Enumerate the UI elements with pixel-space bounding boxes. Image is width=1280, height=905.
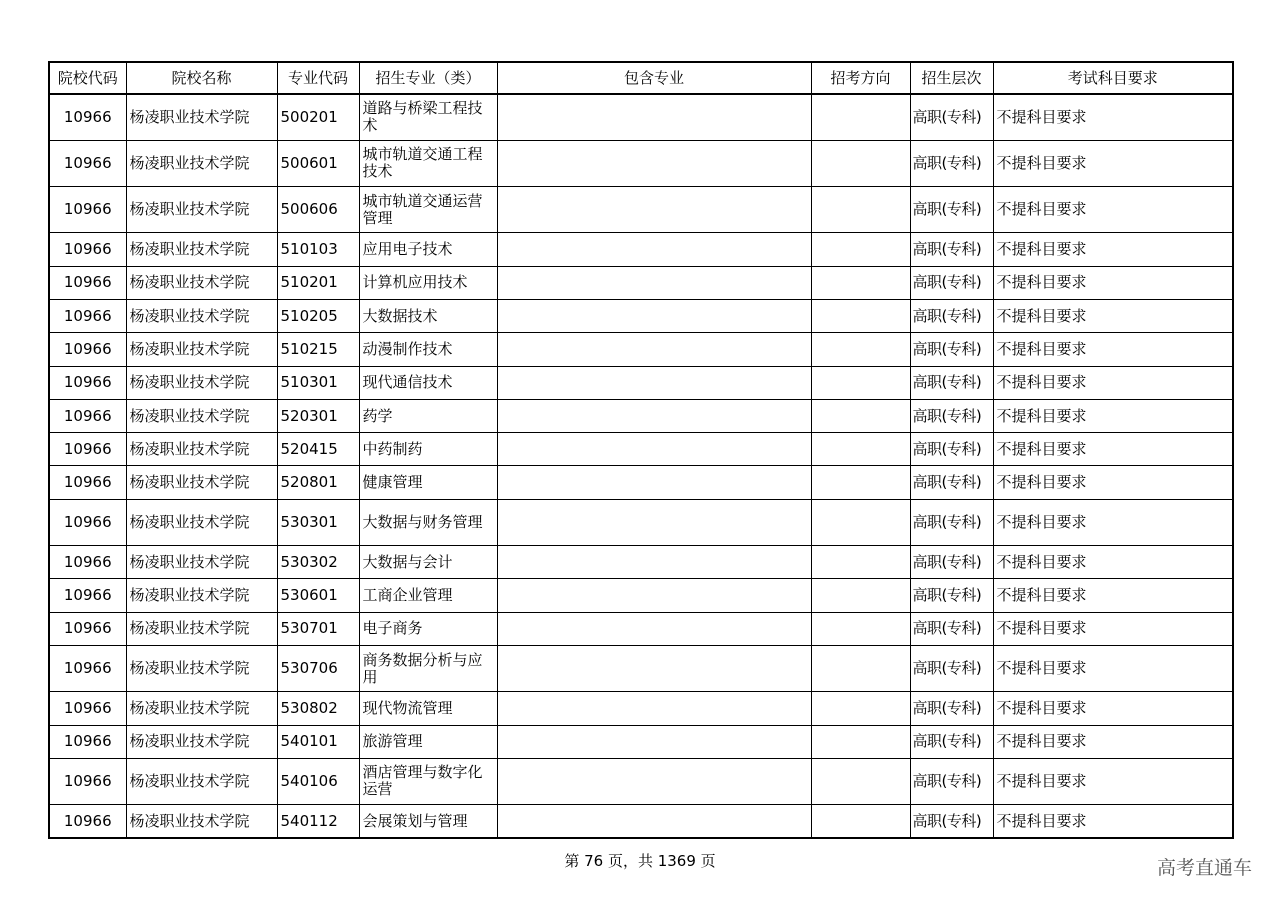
table-row — [49, 692, 1233, 725]
school-name-cell: 杨凌职业技术学院 — [126, 612, 277, 645]
requirement-cell: 不提科目要求 — [993, 433, 1233, 466]
requirement-cell: 不提科目要求 — [993, 94, 1233, 140]
school-code-cell: 10966 — [49, 645, 126, 691]
header-school-name: 院校名称 — [126, 62, 277, 94]
level-cell: 高职(专科) — [910, 805, 993, 838]
direction-cell — [811, 612, 910, 645]
major-cell: 电子商务 — [359, 612, 497, 645]
major-code-cell: 530802 — [277, 692, 359, 725]
major-code-cell: 520301 — [277, 399, 359, 432]
school-code-cell: 10966 — [49, 758, 126, 804]
direction-cell — [811, 645, 910, 691]
direction-cell — [811, 94, 910, 140]
included-majors-cell — [497, 233, 811, 266]
school-name-cell: 杨凌职业技术学院 — [126, 140, 277, 186]
school-name-cell: 杨凌职业技术学院 — [126, 499, 277, 545]
table-body — [49, 94, 1233, 838]
level-cell: 高职(专科) — [910, 758, 993, 804]
school-name-cell: 杨凌职业技术学院 — [126, 546, 277, 579]
included-majors-cell — [497, 333, 811, 366]
header-level: 招生层次 — [910, 62, 993, 94]
level-cell: 高职(专科) — [910, 433, 993, 466]
direction-cell — [811, 805, 910, 838]
level-cell: 高职(专科) — [910, 466, 993, 499]
major-code-cell: 530601 — [277, 579, 359, 612]
level-cell: 高职(专科) — [910, 612, 993, 645]
direction-cell — [811, 140, 910, 186]
major-cell: 城市轨道交通工程技术 — [359, 140, 497, 186]
header-included-majors: 包含专业 — [497, 62, 811, 94]
requirement-cell: 不提科目要求 — [993, 399, 1233, 432]
direction-cell — [811, 187, 910, 233]
included-majors-cell — [497, 499, 811, 545]
admission-table — [48, 61, 1234, 839]
direction-cell — [811, 399, 910, 432]
level-cell: 高职(专科) — [910, 692, 993, 725]
major-code-cell: 510205 — [277, 299, 359, 332]
level-cell: 高职(专科) — [910, 94, 993, 140]
direction-cell — [811, 466, 910, 499]
direction-cell — [811, 433, 910, 466]
header-requirement: 考试科目要求 — [993, 62, 1233, 94]
school-code-cell: 10966 — [49, 579, 126, 612]
major-cell: 大数据与会计 — [359, 546, 497, 579]
level-cell: 高职(专科) — [910, 725, 993, 758]
school-name-cell: 杨凌职业技术学院 — [126, 466, 277, 499]
requirement-cell: 不提科目要求 — [993, 187, 1233, 233]
direction-cell — [811, 579, 910, 612]
table-row — [49, 499, 1233, 545]
level-cell: 高职(专科) — [910, 579, 993, 612]
page-number: 第 76 页，共 1369 页 — [564, 852, 716, 870]
school-code-cell: 10966 — [49, 366, 126, 399]
school-code-cell: 10966 — [49, 266, 126, 299]
major-cell: 现代物流管理 — [359, 692, 497, 725]
direction-cell — [811, 333, 910, 366]
major-cell: 药学 — [359, 399, 497, 432]
major-code-cell: 530706 — [277, 645, 359, 691]
major-code-cell: 500606 — [277, 187, 359, 233]
table-row — [49, 612, 1233, 645]
major-code-cell: 540106 — [277, 758, 359, 804]
school-code-cell: 10966 — [49, 299, 126, 332]
table-row — [49, 187, 1233, 233]
requirement-cell: 不提科目要求 — [993, 466, 1233, 499]
level-cell: 高职(专科) — [910, 399, 993, 432]
header-direction: 招考方向 — [811, 62, 910, 94]
included-majors-cell — [497, 399, 811, 432]
school-code-cell: 10966 — [49, 233, 126, 266]
school-name-cell: 杨凌职业技术学院 — [126, 366, 277, 399]
included-majors-cell — [497, 805, 811, 838]
table-header-row — [49, 62, 1233, 94]
school-code-cell: 10966 — [49, 399, 126, 432]
level-cell: 高职(专科) — [910, 645, 993, 691]
major-cell: 酒店管理与数字化运营 — [359, 758, 497, 804]
level-cell: 高职(专科) — [910, 499, 993, 545]
direction-cell — [811, 299, 910, 332]
major-code-cell: 540101 — [277, 725, 359, 758]
direction-cell — [811, 499, 910, 545]
requirement-cell: 不提科目要求 — [993, 299, 1233, 332]
included-majors-cell — [497, 725, 811, 758]
direction-cell — [811, 546, 910, 579]
requirement-cell: 不提科目要求 — [993, 366, 1233, 399]
school-code-cell: 10966 — [49, 140, 126, 186]
included-majors-cell — [497, 140, 811, 186]
major-code-cell: 500201 — [277, 94, 359, 140]
included-majors-cell — [497, 94, 811, 140]
included-majors-cell — [497, 466, 811, 499]
school-name-cell: 杨凌职业技术学院 — [126, 94, 277, 140]
requirement-cell: 不提科目要求 — [993, 645, 1233, 691]
school-code-cell: 10966 — [49, 433, 126, 466]
major-code-cell: 530701 — [277, 612, 359, 645]
major-code-cell: 510301 — [277, 366, 359, 399]
school-code-cell: 10966 — [49, 546, 126, 579]
included-majors-cell — [497, 612, 811, 645]
requirement-cell: 不提科目要求 — [993, 233, 1233, 266]
school-name-cell: 杨凌职业技术学院 — [126, 645, 277, 691]
school-name-cell: 杨凌职业技术学院 — [126, 399, 277, 432]
major-code-cell: 530301 — [277, 499, 359, 545]
table-row — [49, 466, 1233, 499]
major-cell: 大数据技术 — [359, 299, 497, 332]
table-row — [49, 805, 1233, 838]
table-row — [49, 299, 1233, 332]
school-name-cell: 杨凌职业技术学院 — [126, 758, 277, 804]
major-code-cell: 510201 — [277, 266, 359, 299]
requirement-cell: 不提科目要求 — [993, 805, 1233, 838]
table-row — [49, 266, 1233, 299]
requirement-cell: 不提科目要求 — [993, 499, 1233, 545]
school-name-cell: 杨凌职业技术学院 — [126, 266, 277, 299]
table-row — [49, 399, 1233, 432]
requirement-cell: 不提科目要求 — [993, 692, 1233, 725]
major-code-cell: 510215 — [277, 333, 359, 366]
included-majors-cell — [497, 366, 811, 399]
major-cell: 会展策划与管理 — [359, 805, 497, 838]
major-cell: 商务数据分析与应用 — [359, 645, 497, 691]
school-code-cell: 10966 — [49, 94, 126, 140]
direction-cell — [811, 692, 910, 725]
requirement-cell: 不提科目要求 — [993, 579, 1233, 612]
requirement-cell: 不提科目要求 — [993, 612, 1233, 645]
level-cell: 高职(专科) — [910, 187, 993, 233]
level-cell: 高职(专科) — [910, 333, 993, 366]
table-row — [49, 645, 1233, 691]
school-name-cell: 杨凌职业技术学院 — [126, 299, 277, 332]
table-row — [49, 758, 1233, 804]
school-name-cell: 杨凌职业技术学院 — [126, 579, 277, 612]
school-name-cell: 杨凌职业技术学院 — [126, 433, 277, 466]
school-code-cell: 10966 — [49, 187, 126, 233]
table-row — [49, 233, 1233, 266]
major-cell: 工商企业管理 — [359, 579, 497, 612]
major-cell: 计算机应用技术 — [359, 266, 497, 299]
level-cell: 高职(专科) — [910, 299, 993, 332]
major-cell: 旅游管理 — [359, 725, 497, 758]
requirement-cell: 不提科目要求 — [993, 140, 1233, 186]
table-row — [49, 579, 1233, 612]
requirement-cell: 不提科目要求 — [993, 546, 1233, 579]
major-cell: 动漫制作技术 — [359, 333, 497, 366]
direction-cell — [811, 758, 910, 804]
school-code-cell: 10966 — [49, 692, 126, 725]
table-row — [49, 366, 1233, 399]
major-code-cell: 540112 — [277, 805, 359, 838]
school-name-cell: 杨凌职业技术学院 — [126, 187, 277, 233]
table-row — [49, 94, 1233, 140]
school-code-cell: 10966 — [49, 499, 126, 545]
table-row — [49, 725, 1233, 758]
included-majors-cell — [497, 433, 811, 466]
major-code-cell: 520801 — [277, 466, 359, 499]
table-row — [49, 546, 1233, 579]
major-code-cell: 500601 — [277, 140, 359, 186]
included-majors-cell — [497, 758, 811, 804]
included-majors-cell — [497, 187, 811, 233]
major-cell: 中药制药 — [359, 433, 497, 466]
included-majors-cell — [497, 546, 811, 579]
school-code-cell: 10966 — [49, 612, 126, 645]
level-cell: 高职(专科) — [910, 546, 993, 579]
major-cell: 现代通信技术 — [359, 366, 497, 399]
major-cell: 应用电子技术 — [359, 233, 497, 266]
school-code-cell: 10966 — [49, 805, 126, 838]
direction-cell — [811, 233, 910, 266]
header-school-code: 院校代码 — [49, 62, 126, 94]
requirement-cell: 不提科目要求 — [993, 266, 1233, 299]
major-code-cell: 520415 — [277, 433, 359, 466]
direction-cell — [811, 725, 910, 758]
school-code-cell: 10966 — [49, 725, 126, 758]
table-row — [49, 433, 1233, 466]
watermark: 高考直通车 — [1156, 857, 1252, 879]
school-name-cell: 杨凌职业技术学院 — [126, 725, 277, 758]
direction-cell — [811, 366, 910, 399]
level-cell: 高职(专科) — [910, 233, 993, 266]
direction-cell — [811, 266, 910, 299]
school-code-cell: 10966 — [49, 466, 126, 499]
school-name-cell: 杨凌职业技术学院 — [126, 805, 277, 838]
table-row — [49, 140, 1233, 186]
level-cell: 高职(专科) — [910, 140, 993, 186]
included-majors-cell — [497, 692, 811, 725]
requirement-cell: 不提科目要求 — [993, 333, 1233, 366]
header-major-code: 专业代码 — [277, 62, 359, 94]
requirement-cell: 不提科目要求 — [993, 758, 1233, 804]
major-cell: 健康管理 — [359, 466, 497, 499]
requirement-cell: 不提科目要求 — [993, 725, 1233, 758]
header-major: 招生专业（类） — [359, 62, 497, 94]
major-code-cell: 530302 — [277, 546, 359, 579]
included-majors-cell — [497, 579, 811, 612]
school-code-cell: 10966 — [49, 333, 126, 366]
school-name-cell: 杨凌职业技术学院 — [126, 692, 277, 725]
major-cell: 大数据与财务管理 — [359, 499, 497, 545]
school-name-cell: 杨凌职业技术学院 — [126, 333, 277, 366]
school-name-cell: 杨凌职业技术学院 — [126, 233, 277, 266]
level-cell: 高职(专科) — [910, 266, 993, 299]
included-majors-cell — [497, 645, 811, 691]
level-cell: 高职(专科) — [910, 366, 993, 399]
major-cell: 道路与桥梁工程技术 — [359, 94, 497, 140]
major-code-cell: 510103 — [277, 233, 359, 266]
table-row — [49, 333, 1233, 366]
included-majors-cell — [497, 266, 811, 299]
included-majors-cell — [497, 299, 811, 332]
major-cell: 城市轨道交通运营管理 — [359, 187, 497, 233]
